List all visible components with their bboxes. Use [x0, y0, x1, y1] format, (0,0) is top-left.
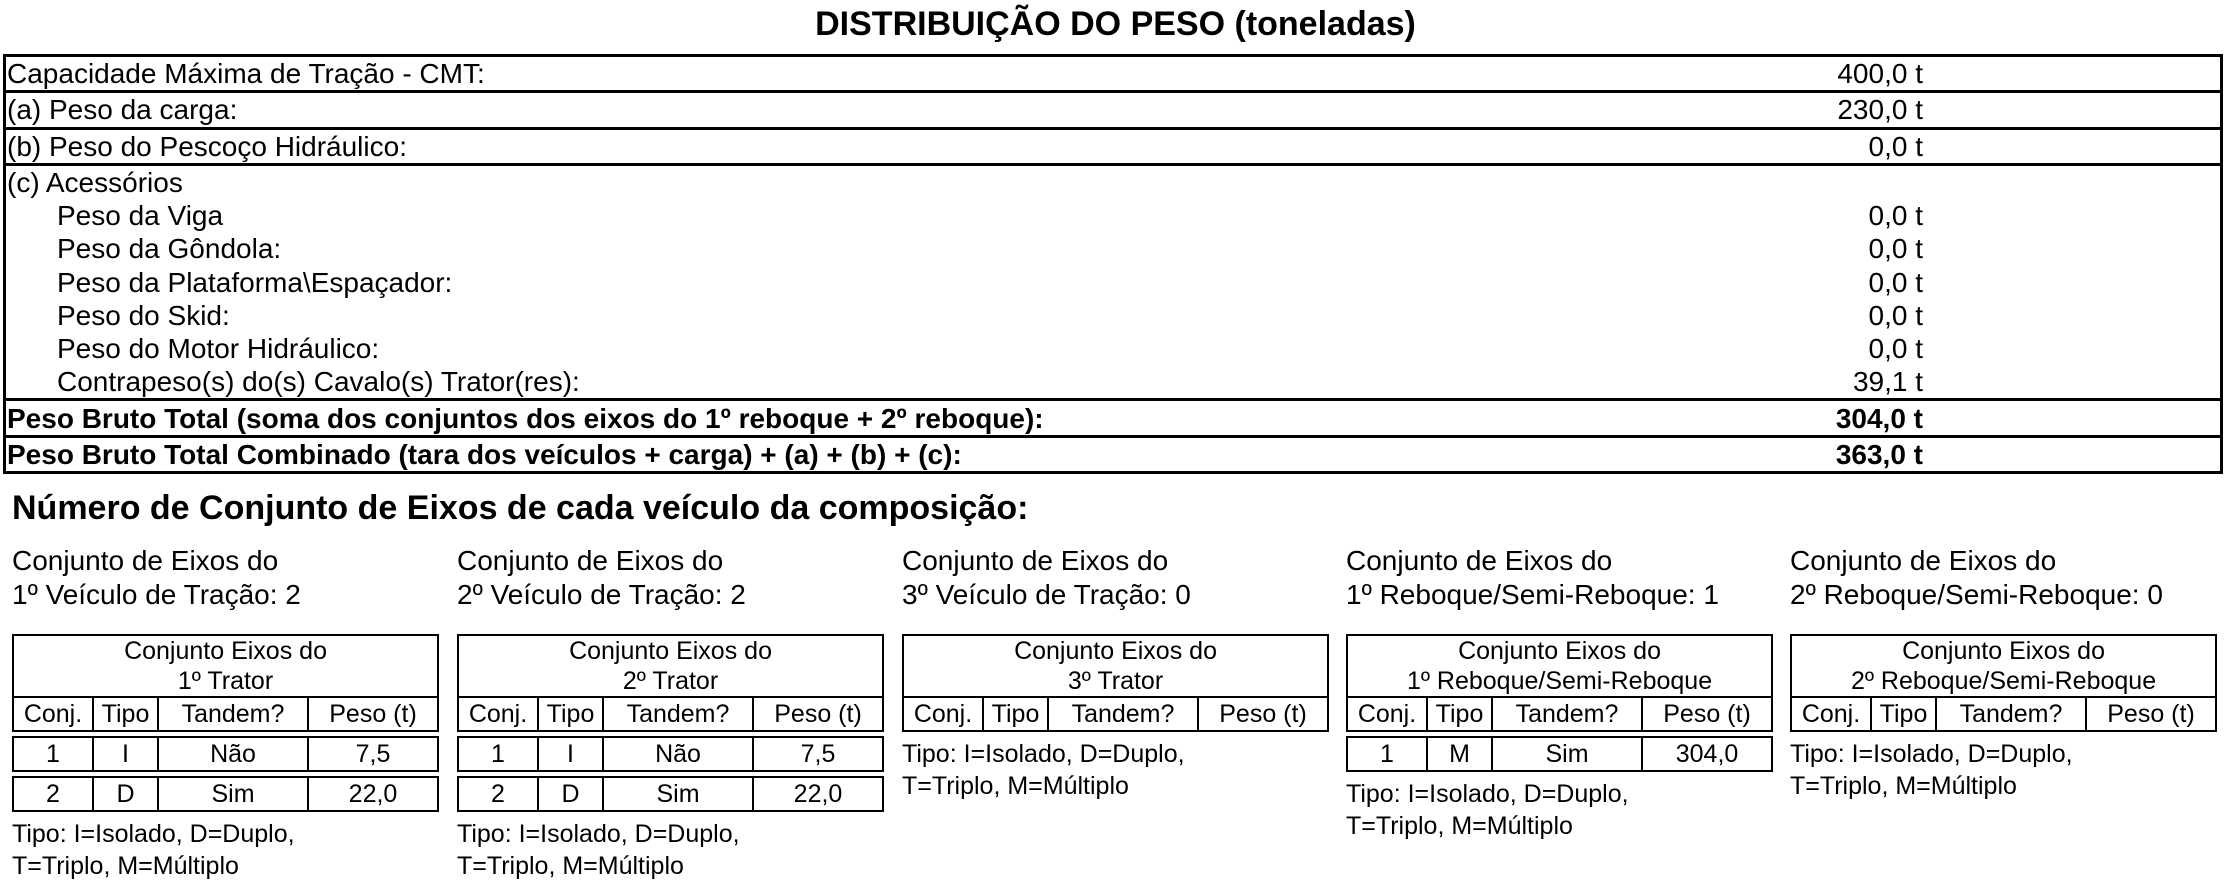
group-heading-count: 1º Reboque/Semi-Reboque: 1	[1346, 579, 1719, 610]
group-heading-count: 2º Veículo de Tração: 2	[457, 579, 746, 610]
row-peso-carga	[3, 92, 2223, 128]
accessory-label: Contrapeso(s) do(s) Cavalo(s) Trator(res):	[57, 366, 580, 398]
row-accessory	[3, 365, 2223, 400]
legend	[12, 818, 442, 882]
pescoco-label: (b) Peso do Pescoço Hidráulico:	[3, 128, 1691, 164]
caption-line: 3º Trator	[1067, 667, 1164, 695]
group-heading-count: 2º Reboque/Semi-Reboque: 0	[1790, 579, 2163, 610]
legend-line: T=Triplo, M=Múltiplo	[457, 852, 684, 880]
row-accessory	[3, 332, 2223, 365]
peso-carga-value: 230,0 t	[1691, 92, 2223, 128]
row-acessorios	[3, 164, 2223, 199]
col-header-conj: Conj.	[903, 697, 983, 731]
legend-line: Tipo: I=Isolado, D=Duplo,	[1790, 740, 2073, 768]
col-header-peso: Peso (t)	[1198, 697, 1328, 731]
legend	[1790, 738, 2220, 802]
col-header-peso: Peso (t)	[1642, 697, 1772, 731]
row-accessory	[3, 232, 2223, 265]
accessory-label: Peso da Gôndola:	[57, 233, 282, 265]
caption-line: Conjunto Eixos do	[1014, 637, 1217, 665]
axles-section-title: Número de Conjunto de Eixos de cada veículo da composição:	[12, 489, 1029, 527]
cmt-label: Capacidade Máxima de Tração - CMT:	[3, 56, 1691, 92]
group-heading: Conjunto de Eixos do	[12, 545, 279, 576]
axle-table	[1346, 634, 1773, 772]
peso-carga-label: (a) Peso da carga:	[3, 92, 1691, 128]
caption-line: 2º Reboque/Semi-Reboque	[1850, 667, 2157, 695]
cell-conj: 1	[1347, 737, 1427, 771]
axle-group	[1790, 544, 2220, 802]
col-header-conj: Conj.	[13, 697, 93, 731]
col-header-peso: Peso (t)	[2086, 697, 2216, 731]
cell-peso: 7,5	[753, 737, 883, 771]
cell-tipo: I	[93, 737, 158, 771]
col-header-tandem: Tandem?	[1492, 697, 1642, 731]
accessory-value: 0,0 t	[1868, 200, 1923, 232]
row-accessory	[3, 299, 2223, 332]
col-header-conj: Conj.	[458, 697, 538, 731]
legend-line: T=Triplo, M=Múltiplo	[12, 852, 239, 880]
cell-tandem: Não	[158, 737, 308, 771]
axle-table-caption	[903, 635, 1328, 697]
cell-tipo: I	[538, 737, 603, 771]
group-heading: Conjunto de Eixos do	[457, 545, 724, 576]
cell-tandem: Sim	[158, 777, 308, 811]
weight-distribution-table	[3, 54, 2223, 474]
legend	[902, 738, 1332, 802]
accessory-label: Peso da Plataforma\Espaçador:	[57, 266, 453, 298]
row-pbtc	[3, 436, 2223, 472]
group-heading: Conjunto de Eixos do	[902, 545, 1169, 576]
col-header-tipo: Tipo	[538, 697, 603, 731]
caption-line: Conjunto Eixos do	[1902, 637, 2105, 665]
col-header-conj: Conj.	[1347, 697, 1427, 731]
axle-table-caption	[1347, 635, 1772, 697]
group-heading-count: 3º Veículo de Tração: 0	[902, 579, 1191, 610]
cell-conj: 2	[13, 777, 93, 811]
row-cmt	[3, 56, 2223, 92]
accessory-value: 39,1 t	[1852, 366, 1923, 398]
accessory-label: Peso da Viga	[57, 200, 224, 232]
col-header-tandem: Tandem?	[603, 697, 753, 731]
col-header-tipo: Tipo	[983, 697, 1048, 731]
cell-conj: 1	[458, 737, 538, 771]
accessory-value: 0,0 t	[1868, 299, 1923, 331]
col-header-tipo: Tipo	[93, 697, 158, 731]
axle-table-caption	[458, 635, 883, 697]
cell-peso: 7,5	[308, 737, 438, 771]
accessory-value: 0,0 t	[1868, 233, 1923, 265]
table-row	[13, 737, 438, 771]
col-header-conj: Conj.	[1791, 697, 1871, 731]
accessory-value: 0,0 t	[1868, 333, 1923, 365]
accessory-label: Peso do Motor Hidráulico:	[57, 333, 380, 365]
acessorios-label: (c) Acessórios	[3, 164, 1691, 199]
col-header-peso: Peso (t)	[308, 697, 438, 731]
legend-line: Tipo: I=Isolado, D=Duplo,	[902, 740, 1185, 768]
group-heading: Conjunto de Eixos do	[1790, 545, 2057, 576]
col-header-tandem: Tandem?	[1048, 697, 1198, 731]
pbtc-label: Peso Bruto Total Combinado (tara dos veículos + carga) + (a) + (b) + (c):	[3, 436, 1691, 472]
cmt-value: 400,0 t	[1691, 56, 2223, 92]
axle-table-caption	[13, 635, 438, 697]
cell-tipo: M	[1427, 737, 1492, 771]
cell-tandem: Não	[603, 737, 753, 771]
accessory-label: Peso do Skid:	[57, 299, 230, 331]
cell-conj: 2	[458, 777, 538, 811]
legend-line: Tipo: I=Isolado, D=Duplo,	[12, 820, 295, 848]
legend	[457, 818, 887, 882]
legend-line: Tipo: I=Isolado, D=Duplo,	[1346, 780, 1629, 808]
cell-peso: 22,0	[753, 777, 883, 811]
table-row	[458, 737, 883, 771]
col-header-tandem: Tandem?	[1936, 697, 2086, 731]
cell-tipo: D	[538, 777, 603, 811]
caption-line: 1º Reboque/Semi-Reboque	[1406, 667, 1713, 695]
axle-table	[1790, 634, 2217, 732]
cell-tandem: Sim	[603, 777, 753, 811]
legend-line: T=Triplo, M=Múltiplo	[1790, 772, 2017, 800]
axle-group	[902, 544, 1332, 802]
cell-tipo: D	[93, 777, 158, 811]
caption-line: 2º Trator	[622, 667, 719, 695]
page-title: DISTRIBUIÇÃO DO PESO (toneladas)	[815, 5, 1416, 43]
legend-line: T=Triplo, M=Múltiplo	[902, 772, 1129, 800]
legend-line: Tipo: I=Isolado, D=Duplo,	[457, 820, 740, 848]
pbtc-value: 363,0 t	[1691, 436, 2223, 472]
caption-line: Conjunto Eixos do	[569, 637, 772, 665]
group-heading: Conjunto de Eixos do	[1346, 545, 1613, 576]
table-row	[1347, 737, 1772, 771]
axle-group	[457, 544, 887, 882]
legend	[1346, 778, 1776, 842]
row-accessory	[3, 199, 2223, 232]
cell-conj: 1	[13, 737, 93, 771]
legend-line: T=Triplo, M=Múltiplo	[1346, 812, 1573, 840]
axle-group	[12, 544, 442, 882]
col-header-tipo: Tipo	[1427, 697, 1492, 731]
accessory-value: 0,0 t	[1868, 266, 1923, 298]
cell-peso: 304,0	[1642, 737, 1772, 771]
axle-table	[457, 634, 884, 812]
pbt-label: Peso Bruto Total (soma dos conjuntos dos eixos do 1º reboque + 2º reboque):	[3, 400, 1691, 436]
axle-group	[1346, 544, 1776, 842]
caption-line: Conjunto Eixos do	[1458, 637, 1661, 665]
col-header-peso: Peso (t)	[753, 697, 883, 731]
pescoco-value: 0,0 t	[1691, 128, 2223, 164]
cell-peso: 22,0	[308, 777, 438, 811]
row-pbt	[3, 400, 2223, 436]
row-accessory	[3, 265, 2223, 298]
pbt-value: 304,0 t	[1691, 400, 2223, 436]
col-header-tandem: Tandem?	[158, 697, 308, 731]
axle-table	[12, 634, 439, 812]
axle-table	[902, 634, 1329, 732]
caption-line: Conjunto Eixos do	[124, 637, 327, 665]
col-header-tipo: Tipo	[1871, 697, 1936, 731]
group-heading-count: 1º Veículo de Tração: 2	[12, 579, 301, 610]
row-pescoco	[3, 128, 2223, 164]
table-row	[13, 777, 438, 811]
cell-tandem: Sim	[1492, 737, 1642, 771]
axle-table-caption	[1791, 635, 2216, 697]
caption-line: 1º Trator	[177, 667, 274, 695]
table-row	[458, 777, 883, 811]
